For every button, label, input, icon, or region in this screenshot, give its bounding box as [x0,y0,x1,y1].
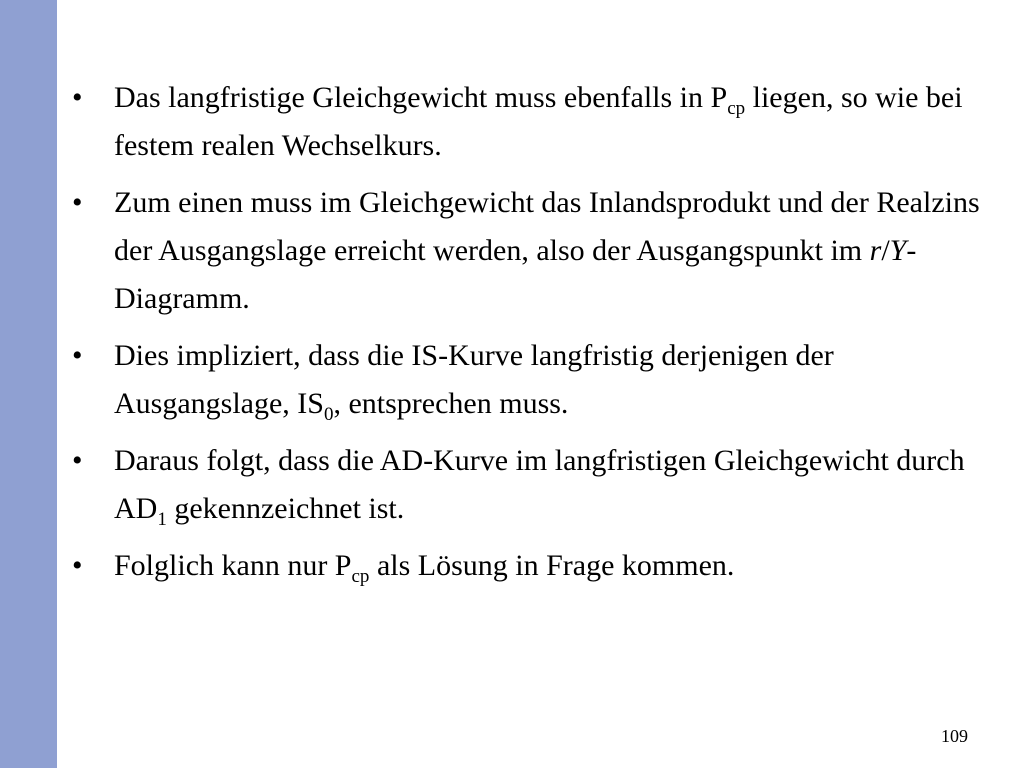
sidebar-stripe [0,0,57,768]
subscript: 1 [157,509,167,530]
bullet-marker: • [72,81,83,114]
subscript: cp [727,98,746,119]
bullet-text: Folglich kann nur P [114,549,352,582]
bullet-text: als Lösung in Frage kommen. [369,549,735,582]
bullet-text: -Diagramm. [114,234,917,315]
bullet-text: Daraus folgt, dass die AD-Kurve im langfristigen Gleichgewicht durch AD [114,444,965,525]
bullet-text: Das langfristige Gleichgewicht muss ebenfalls in P [114,81,728,114]
page-number: 109 [941,726,968,746]
bullet-text: Dies impliziert, dass die IS-Kurve langfristig derjenigen der Ausgangslage, IS [114,339,834,420]
bullet-text: / [881,234,890,267]
bullet-item [72,74,1002,170]
bullet-marker: • [72,186,83,219]
bullet-list [72,74,1002,599]
bullet-marker: • [72,549,83,582]
subscript: cp [351,566,370,587]
bullet-item [72,332,1002,428]
bullet-marker: • [72,339,83,372]
bullet-marker: • [72,444,83,477]
italic-variable: Y [889,234,907,267]
bullet-text: liegen, so wie bei festem realen Wechselkurs. [114,81,963,162]
italic-variable: r [869,234,882,267]
bullet-text: , entsprechen muss. [333,387,569,420]
bullet-item [72,179,1002,323]
bullet-item [72,542,1002,590]
bullet-text: Zum einen muss im Gleichgewicht das Inlandsprodukt und der Realzins der Ausgangslage erreicht werden, also der Ausgangspunkt im [114,186,980,267]
bullet-item [72,437,1002,533]
subscript: 0 [323,404,334,425]
bullet-text: gekennzeichnet ist. [166,492,405,525]
